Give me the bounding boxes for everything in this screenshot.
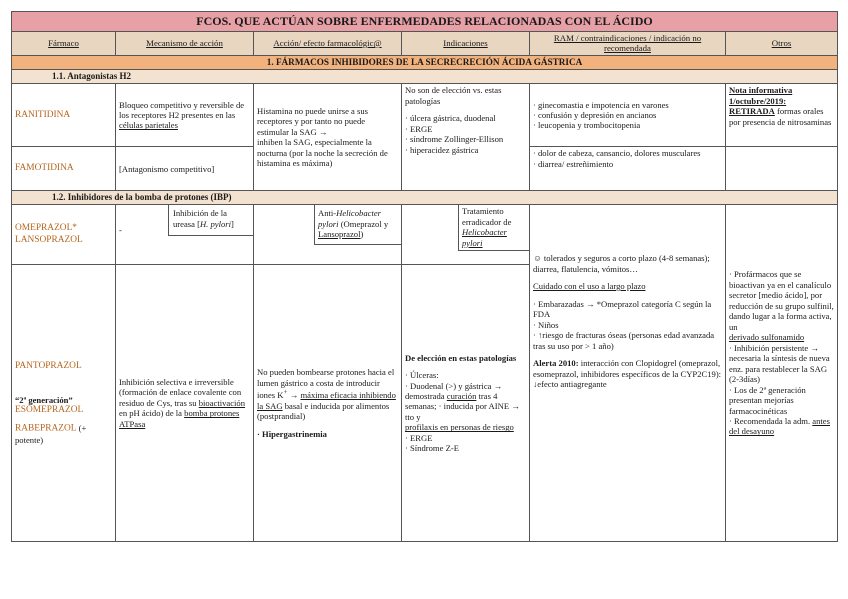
drug-ibp-group <box>12 265 116 542</box>
spacer <box>405 106 526 113</box>
second-gen-note: · Los de 2ª generación presentan mejorías farmacocinéticas <box>729 384 806 416</box>
trat-blank <box>402 205 459 250</box>
eradication-box <box>459 205 530 250</box>
ind-ulcers: · Úlceras: <box>405 370 439 381</box>
header-otros: Otros <box>726 31 838 55</box>
drug-table <box>11 11 838 542</box>
otros-famotidina <box>726 147 838 191</box>
header-accion: Acción/ efecto farmacológic@ <box>254 31 402 55</box>
hp-split <box>254 205 401 244</box>
cure-term: curación <box>446 390 477 401</box>
parietal-cells-term: células parietales <box>119 120 178 131</box>
ram-fractures: · ↑riesgo de fracturas óseas (personas edad avanzada tras su uso por > 1 año) <box>533 330 715 351</box>
ram-item: · leucopenia y trombocitopenia <box>533 120 641 131</box>
anti-hpylori-box <box>315 205 402 244</box>
ram-children: · Niños <box>533 319 559 330</box>
trat-term: Helicobacter pylori <box>462 227 507 248</box>
ram-pregnancy: · Embarazadas → *Omeprazol categoría C según la FDA <box>533 298 712 320</box>
retirement-note-title: Nota informativa 1/octubre/2019: <box>729 85 793 106</box>
persistent-inhibition: · Inhibición persistente → necesaria la síntesis de nueva enz. para restablecer la SAG (2-3días) <box>729 342 830 385</box>
trat-text: Tratamiento erradicador de <box>462 206 512 227</box>
ureasa-bracket: ] <box>231 218 234 229</box>
ind-text: No son de elección vs. estas patologías <box>405 85 502 106</box>
drug-omeprazol: OMEPRAZOL* <box>15 223 77 234</box>
ind-weeks: tras 4 semanas; <box>405 390 498 412</box>
hypergastrinemia: · Hipergastrinemia <box>257 428 327 439</box>
hp-lanso: Lansoprazol <box>318 229 361 240</box>
otros-ranitidina <box>726 84 838 147</box>
subsection-h2-antagonists: 1.1. Antagonistas H2 <box>12 70 838 84</box>
drug-esomeprazol: ESOMEPRAZOL <box>15 405 84 416</box>
ram-ranitidina <box>530 84 726 147</box>
drug-rabeprazol: RABEPRAZOL <box>15 423 77 434</box>
second-generation-label: “2ª generación” <box>15 394 73 405</box>
ram-item: · dolor de cabeza, cansancio, dolores musculares <box>533 148 701 159</box>
section-heading-1: 1. FÁRMACOS INHIBIDORES DE LA SECRECRECIÓN ÁCIDA GÁSTRICA <box>12 56 838 70</box>
ureasa-split <box>116 205 253 236</box>
action-text: No pueden bombearse protones hacia el lumen gástrico a costa de introducir iones K <box>257 367 395 401</box>
hp-blank <box>254 205 315 244</box>
spacer <box>405 363 526 370</box>
header-ram: RAM / contraindicaciones / indicación no recomendada <box>530 31 726 55</box>
spacer <box>533 274 722 281</box>
alert-2010-label: Alerta 2010: <box>533 358 579 369</box>
mechanism-text: en pH ácido) de la <box>119 408 182 419</box>
ram-famotidina <box>530 147 726 191</box>
action-text-1: Histamina no puede unirse a sus receptores y por tanto no puede estimular la SAG → <box>257 105 368 137</box>
indications-ibp <box>402 265 530 542</box>
ram-item: · diarrea/ estreñimiento <box>533 158 614 169</box>
prodrug-text: · Profármacos que se bioactivan ya en el canalículo secretor [medio ácido], por reducción de su grupo sulfinil, dando lugar a la forma activa, un <box>729 269 834 332</box>
breakfast-note: · Recomendada la adm. <box>729 416 811 426</box>
ind-item: · ERGE <box>405 123 433 134</box>
sulfonamide-term: derivado sulfonamido <box>729 332 805 343</box>
hpylori-term: H. pylori <box>199 218 231 229</box>
breakfast-term: antes del desayuno <box>729 416 830 437</box>
spacer <box>533 292 722 299</box>
spacer <box>533 351 722 358</box>
ind-item: · hiperacidez gástrica <box>405 144 479 155</box>
ind-erge: · ERGE <box>405 432 433 443</box>
header-mecanismo: Mecanismo de acción <box>116 31 254 55</box>
action-h2 <box>254 84 402 191</box>
mechanism-ibp <box>116 265 254 542</box>
ind-item: · síndrome Zollinger-Ellison <box>405 134 504 145</box>
otros-ibp <box>726 205 838 542</box>
header-indicaciones: Indicaciones <box>402 31 530 55</box>
drug-ranitidina: RANITIDINA <box>12 84 116 147</box>
action-anti-hpylori <box>254 205 402 265</box>
ind-item: · úlcera gástrica, duodenal <box>405 113 496 124</box>
mechanism-text: Inhibición selectiva e irreversible (formación de enlace covalente con residuo de Cys, tras su <box>119 377 242 408</box>
drug-famotidina: FAMOTIDINA <box>12 147 116 191</box>
drug-omeprazol-lansoprazol <box>12 205 116 265</box>
alert-2010-text: interacción con Clopidogrel (omeprazol, esomeprazol, inhibidores específicos de la CYP2C19): ↓efecto antiagregante <box>533 358 722 390</box>
ureasa-text: Inhibición de la ureasa [ <box>173 208 227 229</box>
ureasa-inhibition <box>169 205 254 235</box>
mechanism-ranitidina <box>116 84 254 147</box>
bioactivation-term: bioactivación <box>198 397 246 408</box>
mechanism-ureasa <box>116 205 254 265</box>
arrow: → <box>289 390 299 401</box>
indications-title: De elección en estas patologías <box>405 352 517 363</box>
mechanism-famotidina: [Antagonismo competitivo] <box>116 147 254 191</box>
action-text-2: inhiben la SAG, especialmente la nocturna (por la noche la secreción de histamina es máxima) <box>257 137 388 169</box>
ram-item: · ginecomastia e impotencia en varones <box>533 99 669 110</box>
action-ibp <box>254 265 402 542</box>
ram-ibp <box>530 205 726 542</box>
max-efficacy-term: máxima eficacia inhibiendo la SAG <box>257 390 396 411</box>
trat-split <box>402 205 529 251</box>
hp-text: Anti- <box>318 208 337 219</box>
k-plus: + <box>283 388 288 397</box>
hp-text: (Omeprazol y <box>340 218 389 229</box>
hp-text: ) <box>360 229 364 240</box>
indications-h2 <box>402 84 530 191</box>
table-title: FCOS. QUE ACTÚAN SOBRE ENFERMEDADES RELACIONADAS CON EL ÁCIDO <box>12 12 838 32</box>
prophylaxis-term: profilaxis en personas de riesgo <box>405 422 514 433</box>
ind-ze: · Síndrome Z-E <box>405 443 459 454</box>
action-text: basal e inducida por alimentos (postprandial) <box>257 400 390 422</box>
ram-tolerance: ☺ tolerados y seguros a corto plazo (4-8 semanas); diarrea, flatulencia, vómitos… <box>533 253 710 274</box>
ind-duodenal: · Duodenal (>) y gástrica → demostrada <box>405 380 503 401</box>
ram-longterm-title: Cuidado con el uso a largo plazo <box>533 281 646 292</box>
rabeprazol-note: (+ potente) <box>15 422 87 445</box>
retirement-label: RETIRADA <box>729 106 775 117</box>
mechanism-text: Bloqueo competitivo y reversible de los receptores H2 presentes en las <box>119 99 245 120</box>
proton-pump-term: bomba protones ATPasa <box>119 408 240 429</box>
hp-term: Helicobacter pylori <box>318 208 382 229</box>
ind-nsaid: · inducida por AINE → tto y <box>405 401 520 422</box>
subsection-ibp: 1.2. Inhibidores de la bomba de protones (IBP) <box>12 191 838 205</box>
ureasa-blank: - <box>119 225 122 236</box>
retirement-text: formas orales por presencia de nitrosaminas <box>729 106 832 127</box>
header-farmaco: Fármaco <box>12 31 116 55</box>
drug-lansoprazol: LANSOPRAZOL <box>15 234 83 245</box>
ram-item: · confusión y depresión en ancianos <box>533 110 657 120</box>
drug-pantoprazol: PANTOPRAZOL <box>15 361 82 372</box>
spacer <box>257 422 398 429</box>
drug-table-sheet <box>11 11 837 542</box>
indication-eradication <box>402 205 530 265</box>
